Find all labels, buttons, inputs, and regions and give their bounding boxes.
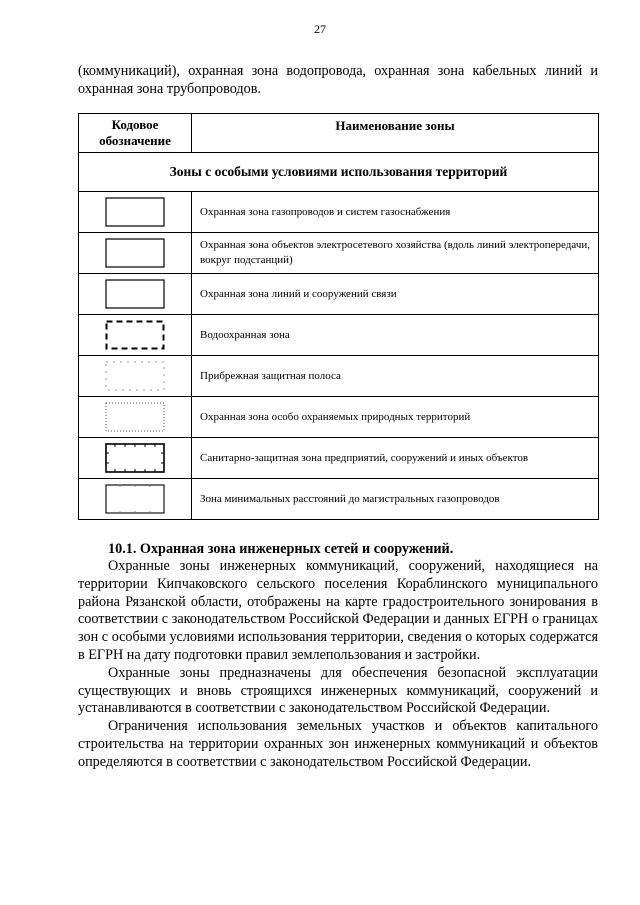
section-title: Зоны с особыми условиями использования территорий xyxy=(79,153,599,192)
zone-label: Охранная зона газопроводов и систем газоснабжения xyxy=(192,192,599,233)
thin-ticked-rect-icon xyxy=(105,484,165,514)
symbol-cell xyxy=(79,479,192,520)
zone-label: Охранная зона особо охраняемых природных территорий xyxy=(192,397,599,438)
header-code: Кодовое обозначение xyxy=(79,114,192,153)
solid-rect-icon xyxy=(105,279,165,309)
ticked-rect-icon xyxy=(105,443,165,473)
symbol-cell xyxy=(79,233,192,274)
zone-label: Зона минимальных расстояний до магистральных газопроводов xyxy=(192,479,599,520)
solid-rect-icon xyxy=(105,238,165,268)
zone-label: Охранная зона объектов электросетевого хозяйства (вдоль линий электропередачи, вокруг подстанций) xyxy=(192,233,599,274)
body-text xyxy=(78,558,598,772)
dashed-rect-icon xyxy=(105,320,165,350)
symbol-cell xyxy=(79,356,192,397)
light-dashed-rect-icon xyxy=(105,361,165,391)
symbol-cell xyxy=(79,192,192,233)
page-number: 27 xyxy=(314,22,326,36)
table-row xyxy=(79,479,599,520)
table-row xyxy=(79,438,599,479)
table-row xyxy=(79,274,599,315)
table-row xyxy=(79,192,599,233)
symbol-cell xyxy=(79,315,192,356)
table-row xyxy=(79,397,599,438)
symbol-cell xyxy=(79,274,192,315)
zones-table xyxy=(78,113,599,520)
symbol-cell xyxy=(79,397,192,438)
zone-label: Прибрежная защитная полоса xyxy=(192,356,599,397)
solid-rect-icon xyxy=(105,197,165,227)
header-name: Наименование зоны xyxy=(192,114,599,153)
zone-label: Водоохранная зона xyxy=(192,315,599,356)
table-row xyxy=(79,315,599,356)
section-row xyxy=(79,153,599,192)
section-heading: 10.1. Охранная зона инженерных сетей и сооружений. xyxy=(108,541,454,557)
zone-label: Санитарно-защитная зона предприятий, сооружений и иных объектов xyxy=(192,438,599,479)
dotted-rect-icon xyxy=(105,402,165,432)
table-row xyxy=(79,233,599,274)
table-row xyxy=(79,356,599,397)
paragraph: Охранные зоны предназначены для обеспечения безопасной эксплуатации существующих и вновь строящихся инженерных коммуникаций, сооружений и устанавливаются в соответствии с законодательством Российской Федерации. xyxy=(78,664,598,717)
zone-label: Охранная зона линий и сооружений связи xyxy=(192,274,599,315)
symbol-cell xyxy=(79,438,192,479)
table-header-row xyxy=(79,114,599,153)
paragraph: Охранные зоны инженерных коммуникаций, сооружений, находящиеся на территории Кипчаковского сельского поселения Кораблинского муниципального района Рязанской области, отображены на карте градостроительного зонирования в соответствии с законодательством Российской Федерации и данных ЕГРН о границах зон с особыми условиями использования территории, сведения о которых содержатся в ЕГРН на дату подготовки правил землепользования и застройки. xyxy=(78,558,598,663)
intro-text: (коммуникаций), охранная зона водопровода, охранная зона кабельных линий и охранная зона трубопроводов. xyxy=(78,63,598,97)
paragraph: Ограничения использования земельных участков и объектов капитального строительства на территории охранных зон инженерных коммуникаций и объектов определяются в соответствии с законодательством Российской Федерации. xyxy=(78,718,598,770)
